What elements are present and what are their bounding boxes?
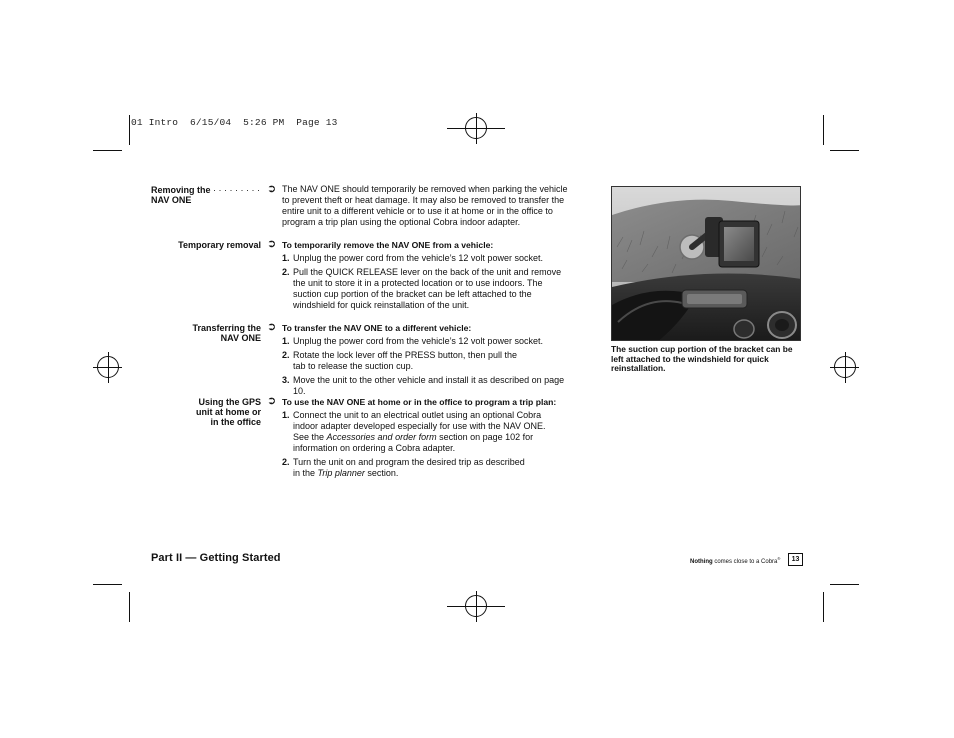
- list-item: [282, 350, 572, 372]
- section-head-transferring: [140, 323, 261, 343]
- section-head-line1: Using the GPS: [198, 397, 261, 407]
- arrow-icon: ➲: [267, 238, 277, 250]
- item-text: [293, 410, 563, 454]
- item-text-part: Turn the unit on and program the desired trip as described in the: [293, 457, 525, 478]
- photo-caption: The suction cup portion of the bracket can be left attached to the windshield for quick reinstallation.: [611, 344, 793, 373]
- windshield-mount-photo: [612, 187, 801, 341]
- list-item: [282, 457, 572, 479]
- product-photo: [611, 186, 801, 341]
- item-text-emphasis: Accessories and order form: [326, 432, 437, 442]
- list-item: [282, 410, 572, 454]
- lead-instruction: To use the NAV ONE at home or in the office to program a trip plan:: [282, 397, 557, 407]
- lead-instruction: To transfer the NAV ONE to a different vehicle:: [282, 323, 472, 333]
- tagline-rest: comes close to a Cobra: [712, 559, 778, 565]
- section-head-line1: Removing the: [151, 185, 211, 195]
- section-head-line2: NAV ONE: [220, 333, 261, 343]
- printer-slug: 01 Intro 6/15/04 5:26 PM Page 13: [131, 117, 338, 128]
- leader-dots: · · · · · · · · ·: [213, 185, 261, 195]
- section-head-line3: in the office: [210, 417, 261, 427]
- item-text: Unplug the power cord from the vehicle’s 12 volt power socket.: [293, 336, 543, 346]
- item-number: 3.: [282, 375, 290, 385]
- section-head-line2: NAV ONE: [151, 195, 192, 205]
- using-at-home-block: [282, 397, 572, 482]
- section-head-line1: Transferring the: [192, 323, 261, 333]
- item-text: Unplug the power cord from the vehicle’s 12 volt power socket.: [293, 253, 543, 263]
- part-title: Part II — Getting Started: [151, 552, 281, 564]
- item-number: 1.: [282, 253, 290, 263]
- item-text-part: Connect the unit to an electrical outlet using an optional Cobra indoor adapter developed especially for use with the NAV ONE. See the: [293, 410, 546, 442]
- tagline: [690, 556, 780, 565]
- arrow-icon: ➲: [267, 321, 277, 333]
- item-text-part: section on page 102 for information on ordering a Cobra adapter.: [293, 432, 534, 453]
- list-item: [282, 375, 572, 397]
- temporary-removal-block: [282, 240, 572, 314]
- section-head-temporary-removal: Temporary removal: [178, 240, 261, 250]
- registered-mark: ®: [777, 556, 781, 561]
- list-item: [282, 336, 572, 347]
- page-number: 13: [788, 553, 803, 566]
- lead-instruction: To temporarily remove the NAV ONE from a vehicle:: [282, 240, 494, 250]
- arrow-icon: ➲: [267, 395, 277, 407]
- section-head-line2: unit at home or: [196, 407, 261, 417]
- arrow-icon: ➲: [267, 183, 277, 195]
- item-number: 2.: [282, 350, 290, 360]
- item-number: 2.: [282, 457, 290, 467]
- section-head-removing: [151, 185, 266, 205]
- item-number: 2.: [282, 267, 290, 277]
- item-text: Pull the QUICK RELEASE lever on the back of the unit and remove the unit to store it in a protected location or to use indoors. The suction cup portion of the bracket can be left attached to the windshield for quick reinstallation of the unit.: [293, 267, 562, 310]
- item-text: Rotate the lock lever off the PRESS button, then pull the tab to release the suction cup.: [293, 350, 517, 371]
- item-number: 1.: [282, 410, 290, 420]
- item-number: 1.: [282, 336, 290, 346]
- item-text-part: section.: [364, 468, 399, 478]
- transferring-block: [282, 323, 572, 400]
- item-text: [293, 457, 533, 479]
- intro-paragraph: The NAV ONE should temporarily be removed when parking the vehicle to prevent theft or heat damage. It may also be removed to transfer the entire unit to a different vehicle or to use it at home or in the office to program a trip plan using the optional Cobra indoor adapter.: [282, 184, 568, 227]
- list-item: [282, 253, 572, 264]
- item-text: Move the unit to the other vehicle and install it as described on page 10.: [293, 375, 565, 396]
- section-head-using-at-home: [140, 397, 261, 427]
- list-item: [282, 267, 572, 311]
- tagline-bold: Nothing: [690, 559, 713, 565]
- item-text-emphasis: Trip planner: [317, 468, 365, 478]
